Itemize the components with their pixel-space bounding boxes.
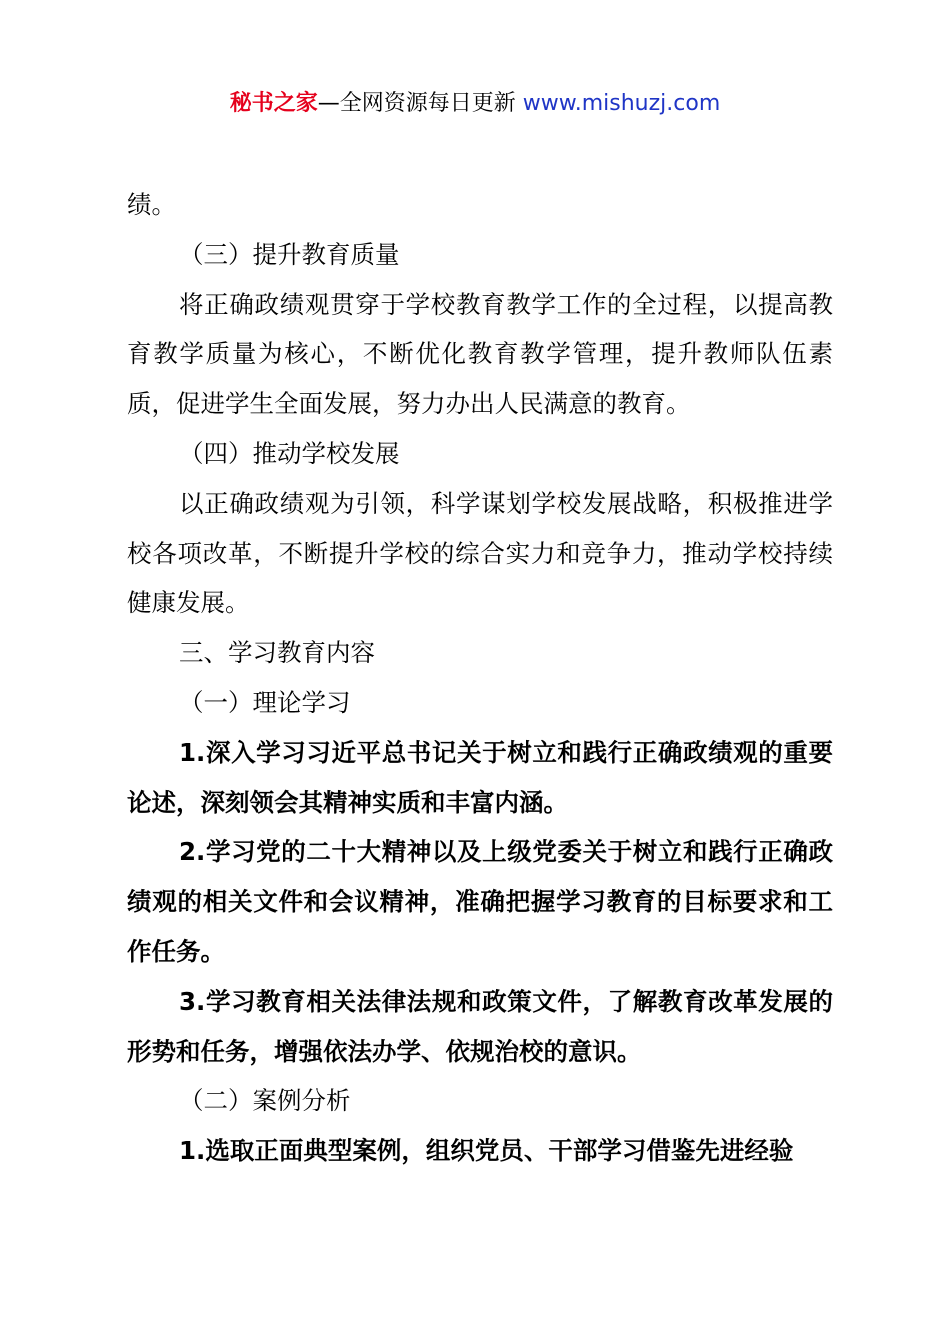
- paragraph: 将正确政绩观贯穿于学校教育教学工作的全过程，以提高教育教学质量为核心，不断优化教育教学管理，提升教师队伍素质，促进学生全面发展，努力办出人民满意的教育。: [127, 289, 833, 419]
- chapter-heading: 三、学习教育内容: [179, 638, 375, 668]
- numbered-item: 3.学习教育相关法律法规和政策文件，了解教育改革发展的形势和任务，增强依法办学、依规治校的意识。: [127, 986, 833, 1066]
- site-url-link[interactable]: www.mishuzj.com: [522, 91, 721, 116]
- section-heading: （二）案例分析: [179, 1086, 351, 1116]
- numbered-item: 1.深入学习习近平总书记关于树立和践行正确政绩观的重要论述，深刻领会其精神实质和丰富内涵。: [127, 737, 833, 817]
- header-tagline: —全网资源每日更新: [317, 91, 523, 116]
- numbered-item: 2.学习党的二十大精神以及上级党委关于树立和践行正确政绩观的相关文件和会议精神，准确把握学习教育的目标要求和工作任务。: [127, 837, 833, 966]
- site-header: [0, 88, 950, 120]
- section-heading: （三）提升教育质量: [179, 239, 400, 269]
- document-body: [127, 180, 833, 1176]
- section-heading: （四）推动学校发展: [179, 438, 400, 468]
- brand-name: 秘书之家: [229, 91, 318, 116]
- paragraph: 绩。: [127, 190, 176, 219]
- section-heading: （一）理论学习: [179, 687, 351, 717]
- paragraph: 以正确政绩观为引领，科学谋划学校发展战略，积极推进学校各项改革，不断提升学校的综合实力和竞争力，推动学校持续健康发展。: [127, 488, 833, 618]
- numbered-item: 1.选取正面典型案例，组织党员、干部学习借鉴先进经验: [179, 1136, 794, 1166]
